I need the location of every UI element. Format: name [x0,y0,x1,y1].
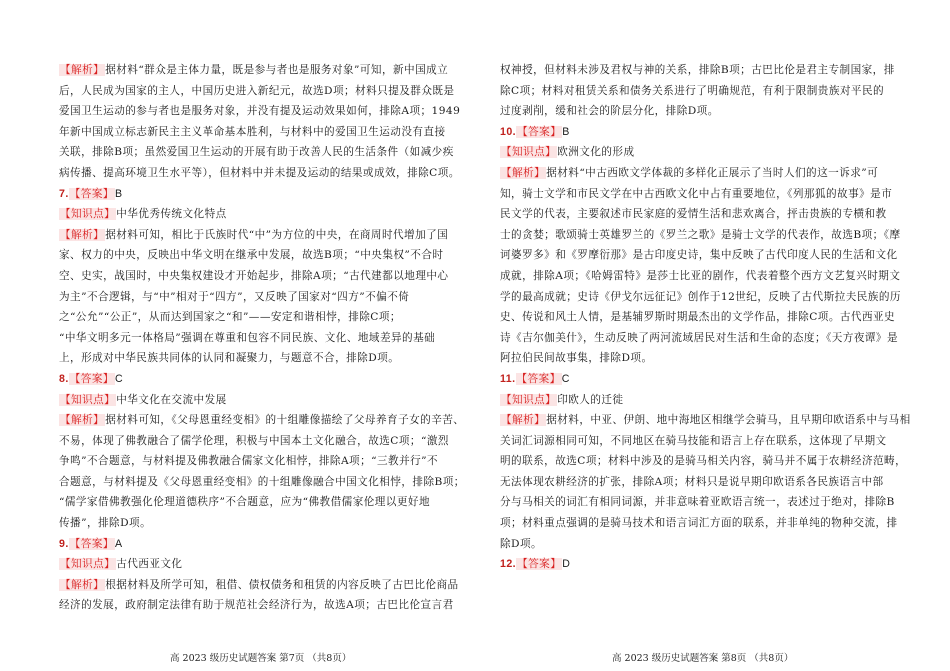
q11-answer: 11.【答案】C [500,372,570,385]
q10-analysis-line: 【解析】据材料“中古西欧文学体裁的多样化正展示了当时人们的这一诉求”可 [501,166,879,179]
q6-analysis-line: 后，人民成为国家的主人，中国历史进入新纪元，故选D项；材料只提及群众既是 [59,84,455,97]
q10-analysis-line: 学的最高成就；史诗《伊戈尔远征记》创作于12世纪，反映了古代斯拉夫民族的历 [500,290,901,303]
page-footer-right: 高 2023 级历史试题答案 第8页 （共8页） [612,653,794,664]
q6-analysis-line: 爱国卫生运动的参与者也是服务对象，并没有提及运动效果如何，排除A项；1949 [59,105,461,118]
q6-analysis-line: 关联，排除B项；虽然爱国卫生运动的开展有助于改善人民的生活条件（如减少疾 [59,146,454,159]
q8-analysis-line: 争鸣”不合题意，与材料提及佛教融合儒家文化相悖，排除A项；“三教并行”不 [59,455,439,468]
q10-analysis-line: 诃婆罗多》和《罗摩衍那》是古印度史诗，集中反映了古代印度人民的生活和文化 [500,249,898,262]
q7-analysis-line: 空、史实，战国时，中央集权建设才开始起步，排除A项；“古代建都以地理中心 [59,269,449,282]
q8-answer: 8.【答案】C [59,372,124,385]
q10-analysis-line: 诗《吉尔伽美什》，生动反映了两河流域居民对生活和生命的态度；《天方夜谭》是 [500,331,899,344]
q7-analysis-line: 上，形成对中华民族共同体的认同和凝聚力，与题意不合，排除D项。 [59,352,400,365]
q11-analysis-line: 【解析】据材料，中亚、伊朗、地中海地区相继学会骑马，且早期印欧语系中与马相 [501,414,911,427]
q9-knowledge-point: 【知识点】古代西亚文化 [60,558,183,571]
q11-analysis-line: 项；材料重点强调的是骑马技术和语言词汇方面的联系，并非单纯的物种交流，排 [500,517,898,530]
q10-analysis-line: 阿拉伯民间故事集，排除D项。 [500,352,653,365]
q8-analysis-line: 传播”，排除D项。 [59,517,152,530]
q11-analysis-line: 无法体现农耕经济的扩张，排除A项；材料只是说早期印欧语系各民族语言中部 [500,475,884,488]
q8-analysis-line: 合题意，与材料提及《父母恩重经变相》的十组雕像融合中国文化相悖，排除B项； [59,475,465,488]
q7-analysis-line: 【解析】据材料可知，相比于氏族时代“中”为方位的中央，在商周时代增加了国 [60,228,449,241]
q6-analysis-line: 病传播、提高环境卫生水平等），但材料中并未提及运动的结果或成效，排除C项。 [59,166,460,179]
q11-analysis-line: 关词汇词源相同可知，不同地区在骑马技能和语言上存在联系，这体现了早期文 [500,434,887,447]
right-column [500,60,922,575]
q7-analysis-line: “中华文明多元一体格局”强调在尊重和包容不同民族、文化、地域差异的基础 [59,331,436,344]
q10-analysis-line: 知，骑士文学和市民文学在中古西欧文化中占有重要地位，《列那狐的故事》是市 [500,187,893,200]
q7-analysis-line: 家、权力的中央，反映出中华文明在继承中发展，故选B项；“中央集权”不合时 [59,249,444,262]
q7-answer: 7.【答案】B [59,187,123,200]
left-column [59,60,481,616]
q9-analysis-line: 除C项；材料对租赁关系和债务关系进行了明确规范，有利于限制贵族对平民的 [500,84,885,97]
q8-analysis-line: 【解析】据材料可知，《父母恩重经变相》的十组雕像描绘了父母养育子女的辛苦、 [60,414,465,427]
q9-analysis-line: 【解析】根据材料及所学可知，租借、债权债务和租赁的内容反映了古巴比伦商品 [60,578,459,591]
analysis-tag: 【解析】 [60,64,105,76]
q11-analysis-line: 明的联系，故选C项；材料中涉及的是骑马相关内容，骑马并不属于农耕经济范畴， [500,455,907,468]
q11-analysis-line: 分与马相关的词汇有相同词源，并非意味着亚欧语言统一，表述过于绝对，排除B [500,496,895,509]
q9-answer: 9.【答案】A [59,537,123,550]
q10-analysis-line: 成就，排除A项；《哈姆雷特》是莎士比亚的剧作，代表着整个西方文艺复兴时期文 [500,269,901,282]
q7-knowledge-point: 【知识点】中华优秀传统文化特点 [60,208,227,221]
q8-analysis-line: “儒学家借佛教强化伦理道德秩序”不合题意，应为“佛教借儒家伦理以更好地 [59,496,430,509]
q9-analysis-line: 权神授，但材料未涉及君权与神的关系，排除B项；古巴比伦是君主专制国家，排 [500,64,895,76]
q6-analysis-line: 年新中国成立标志新民主主义革命基本胜利，与材料中的爱国卫生运动没有直接 [59,125,446,138]
q10-analysis-line: 史、传说和风土人情，是基辅罗斯时期最杰出的文学作品，排除C项。古代西亚史 [500,311,896,324]
q9-analysis-line: 经济的发展，政府制定法律有助于规范社会经济行为，故选A项；古巴比伦宣言君 [59,599,454,612]
q7-analysis-line: 为主”不合逻辑，与“中”相对于“四方”，又反映了国家对“四方”不偏不倚 [59,290,410,303]
q7-analysis-line: 之“公允”“公正”，从而达到国家之“和”——安定和谐相悖，排除C项； [59,311,401,324]
q11-knowledge-point: 【知识点】印欧人的迁徙 [501,393,624,406]
q9-analysis-line: 过度剥削，缓和社会的阶层分化，排除D项。 [500,105,719,118]
page-footer-left: 高 2023 级历史试题答案 第7页 （共8页） [170,653,352,664]
q10-knowledge-point: 【知识点】欧洲文化的形成 [501,146,635,159]
q12-answer: 12.【答案】D [500,558,571,571]
q10-analysis-line: 士的贪婪；歌颂骑士英雄罗兰的《罗兰之歌》是骑士文学的代表作，故选B项；《摩 [500,228,901,241]
q6-analysis-line: 【解析】据材料“群众是主体力量，既是参与者也是服务对象”可知，新中国成立 [60,64,449,76]
q10-analysis-line: 民文学的代表，主要叙述市民家庭的爱情生活和悲欢离合，抨击贵族的专横和教 [500,208,887,221]
q11-analysis-line: 除D项。 [500,537,543,550]
q8-knowledge-point: 【知识点】中华文化在交流中发展 [60,393,227,406]
q8-analysis-line: 不易，体现了佛教融合了儒学伦理，积极与中国本土文化融合，故选C项；“激烈 [59,434,449,447]
q10-answer: 10.【答案】B [500,125,570,138]
